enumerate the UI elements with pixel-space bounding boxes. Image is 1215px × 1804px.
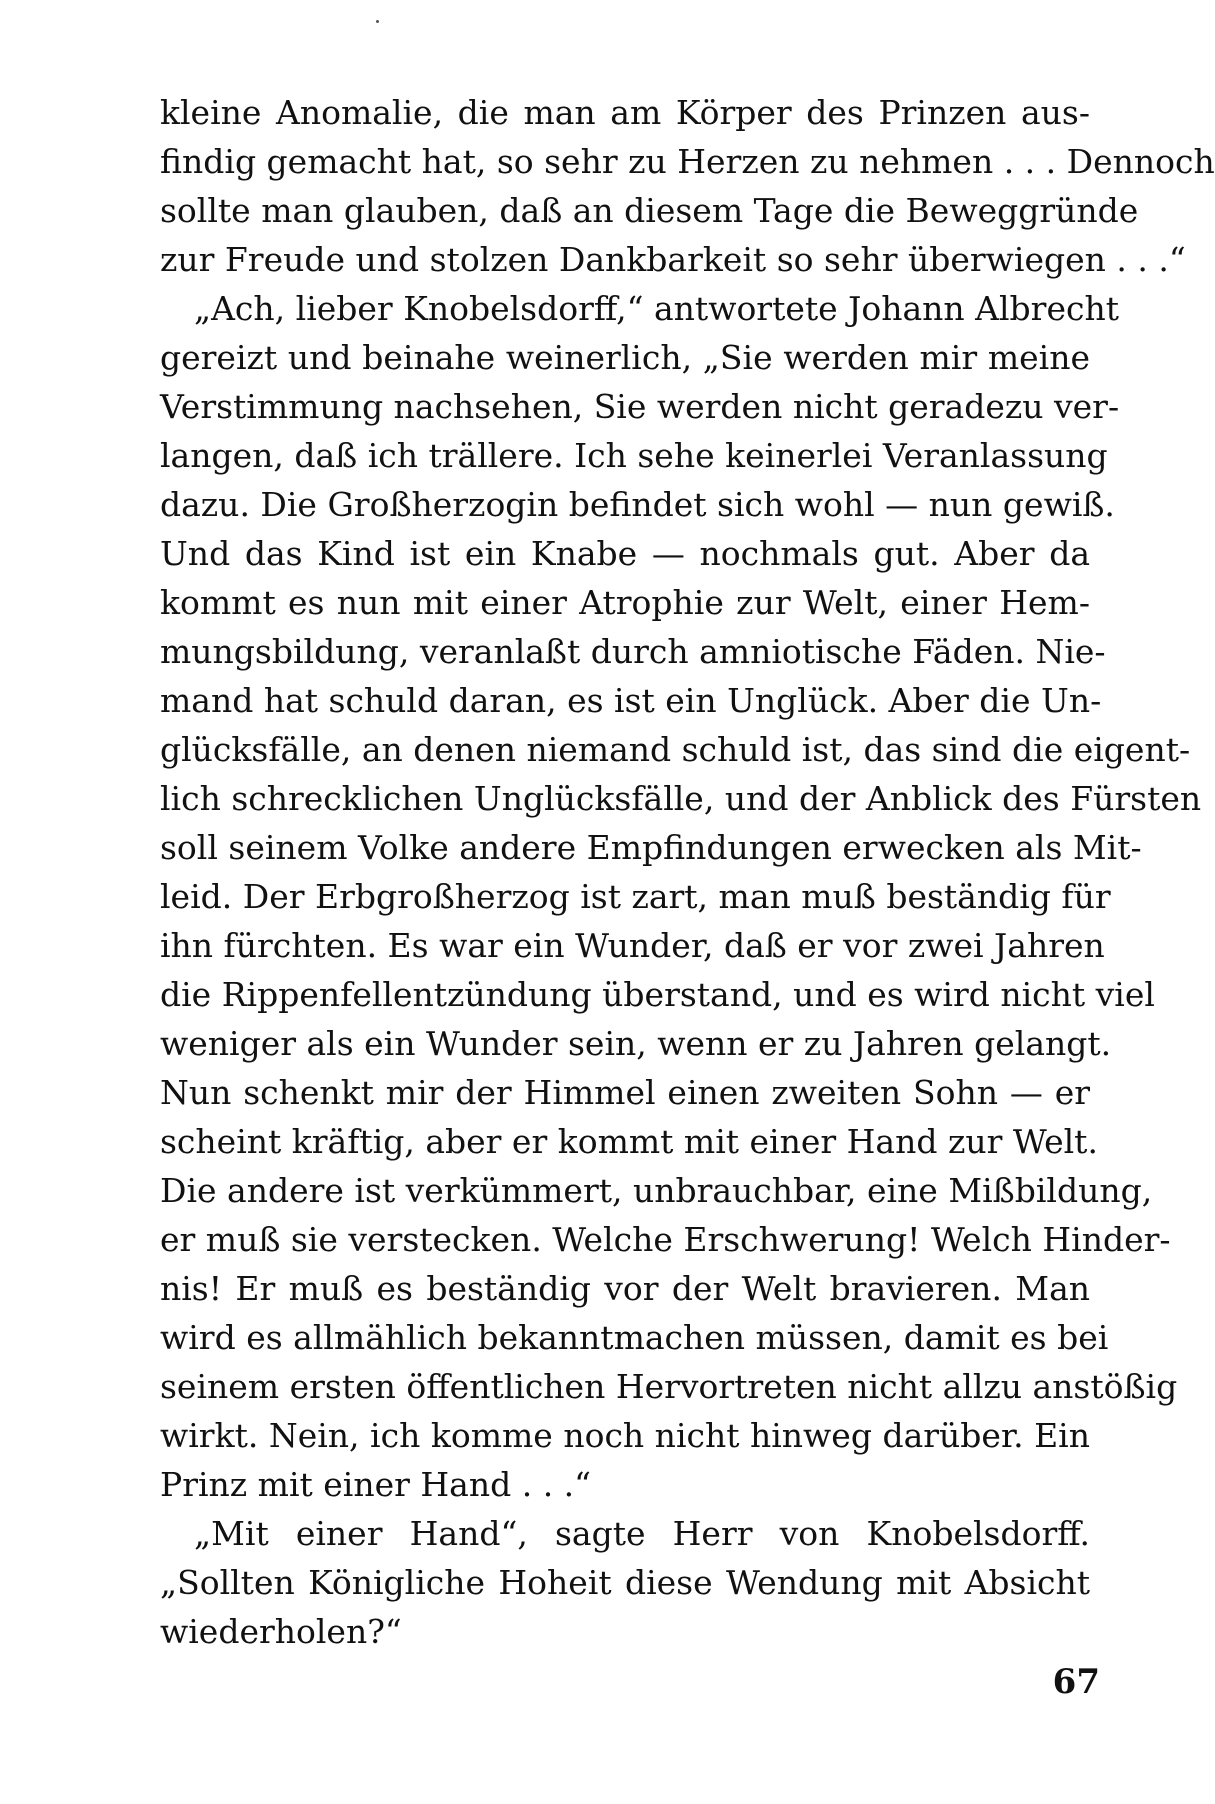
text-line: Und das Kind ist ein Knabe — nochmals gut. Aber da bbox=[160, 534, 1090, 573]
text-line: weniger als ein Wunder sein, wenn er zu Jahren gelangt. bbox=[160, 1024, 1112, 1063]
text-line: Die andere ist verkümmert, unbrauchbar, eine Mißbildung, bbox=[160, 1171, 1153, 1210]
text-line: die Rippenfellentzündung überstand, und es wird nicht viel bbox=[160, 975, 1155, 1014]
text-line: scheint kräftig, aber er kommt mit einer Hand zur Welt. bbox=[160, 1122, 1098, 1161]
text-line: sollte man glauben, daß an diesem Tage die Beweggründe bbox=[160, 191, 1139, 230]
text-line: er muß sie verstecken. Welche Erschwerung! Welch Hinder- bbox=[160, 1220, 1171, 1259]
text-line: Nun schenkt mir der Himmel einen zweiten Sohn — er bbox=[160, 1073, 1090, 1112]
text-line: zur Freude und stolzen Dankbarkeit so sehr überwiegen . . .“ bbox=[160, 240, 1186, 279]
text-line: Verstimmung nachsehen, Sie werden nicht geradezu ver- bbox=[160, 387, 1120, 426]
text-line: leid. Der Erbgroßherzog ist zart, man muß beständig für bbox=[160, 877, 1111, 916]
text-line: wirkt. Nein, ich komme noch nicht hinweg darüber. Ein bbox=[160, 1416, 1090, 1455]
text-line: soll seinem Volke andere Empfindungen erwecken als Mit- bbox=[160, 828, 1142, 867]
text-line: glücksfälle, an denen niemand schuld ist, das sind die eigent- bbox=[160, 730, 1191, 769]
text-line: lich schrecklichen Unglücksfälle, und der Anblick des Fürsten bbox=[160, 779, 1202, 818]
text-line: mungsbildung, veranlaßt durch amniotische Fäden. Nie- bbox=[160, 632, 1106, 671]
text-line: „Mit einer Hand“, sagte Herr von Knobelsdorff. bbox=[194, 1514, 1090, 1553]
text-line: wiederholen?“ bbox=[160, 1612, 402, 1651]
body-text bbox=[160, 88, 1215, 1656]
text-line: kommt es nun mit einer Atrophie zur Welt, einer Hem- bbox=[160, 583, 1090, 622]
text-line: findig gemacht hat, so sehr zu Herzen zu nehmen . . . Dennoch bbox=[160, 142, 1215, 181]
text-line: kleine Anomalie, die man am Körper des Prinzen aus- bbox=[160, 93, 1090, 132]
text-line: mand hat schuld daran, es ist ein Unglück. Aber die Un- bbox=[160, 681, 1102, 720]
text-line: wird es allmählich bekanntmachen müssen, damit es bei bbox=[160, 1318, 1109, 1357]
text-line: langen, daß ich trällere. Ich sehe keinerlei Veranlassung bbox=[160, 436, 1108, 475]
text-line: gereizt und beinahe weinerlich, „Sie werden mir meine bbox=[160, 338, 1090, 377]
page-number: 67 bbox=[1052, 1662, 1100, 1702]
text-line: „Sollten Königliche Hoheit diese Wendung mit Absicht bbox=[160, 1563, 1090, 1602]
text-line: seinem ersten öffentlichen Hervortreten nicht allzu anstößig bbox=[160, 1367, 1178, 1406]
text-line: Prinz mit einer Hand . . .“ bbox=[160, 1465, 592, 1504]
print-speck bbox=[376, 20, 379, 23]
text-line: dazu. Die Großherzogin befindet sich wohl — nun gewiß. bbox=[160, 485, 1115, 524]
text-line: nis! Er muß es beständig vor der Welt bravieren. Man bbox=[160, 1269, 1090, 1308]
text-line: „Ach, lieber Knobelsdorff,“ antwortete Johann Albrecht bbox=[194, 289, 1119, 328]
text-line: ihn fürchten. Es war ein Wunder, daß er vor zwei Jahren bbox=[160, 926, 1105, 965]
